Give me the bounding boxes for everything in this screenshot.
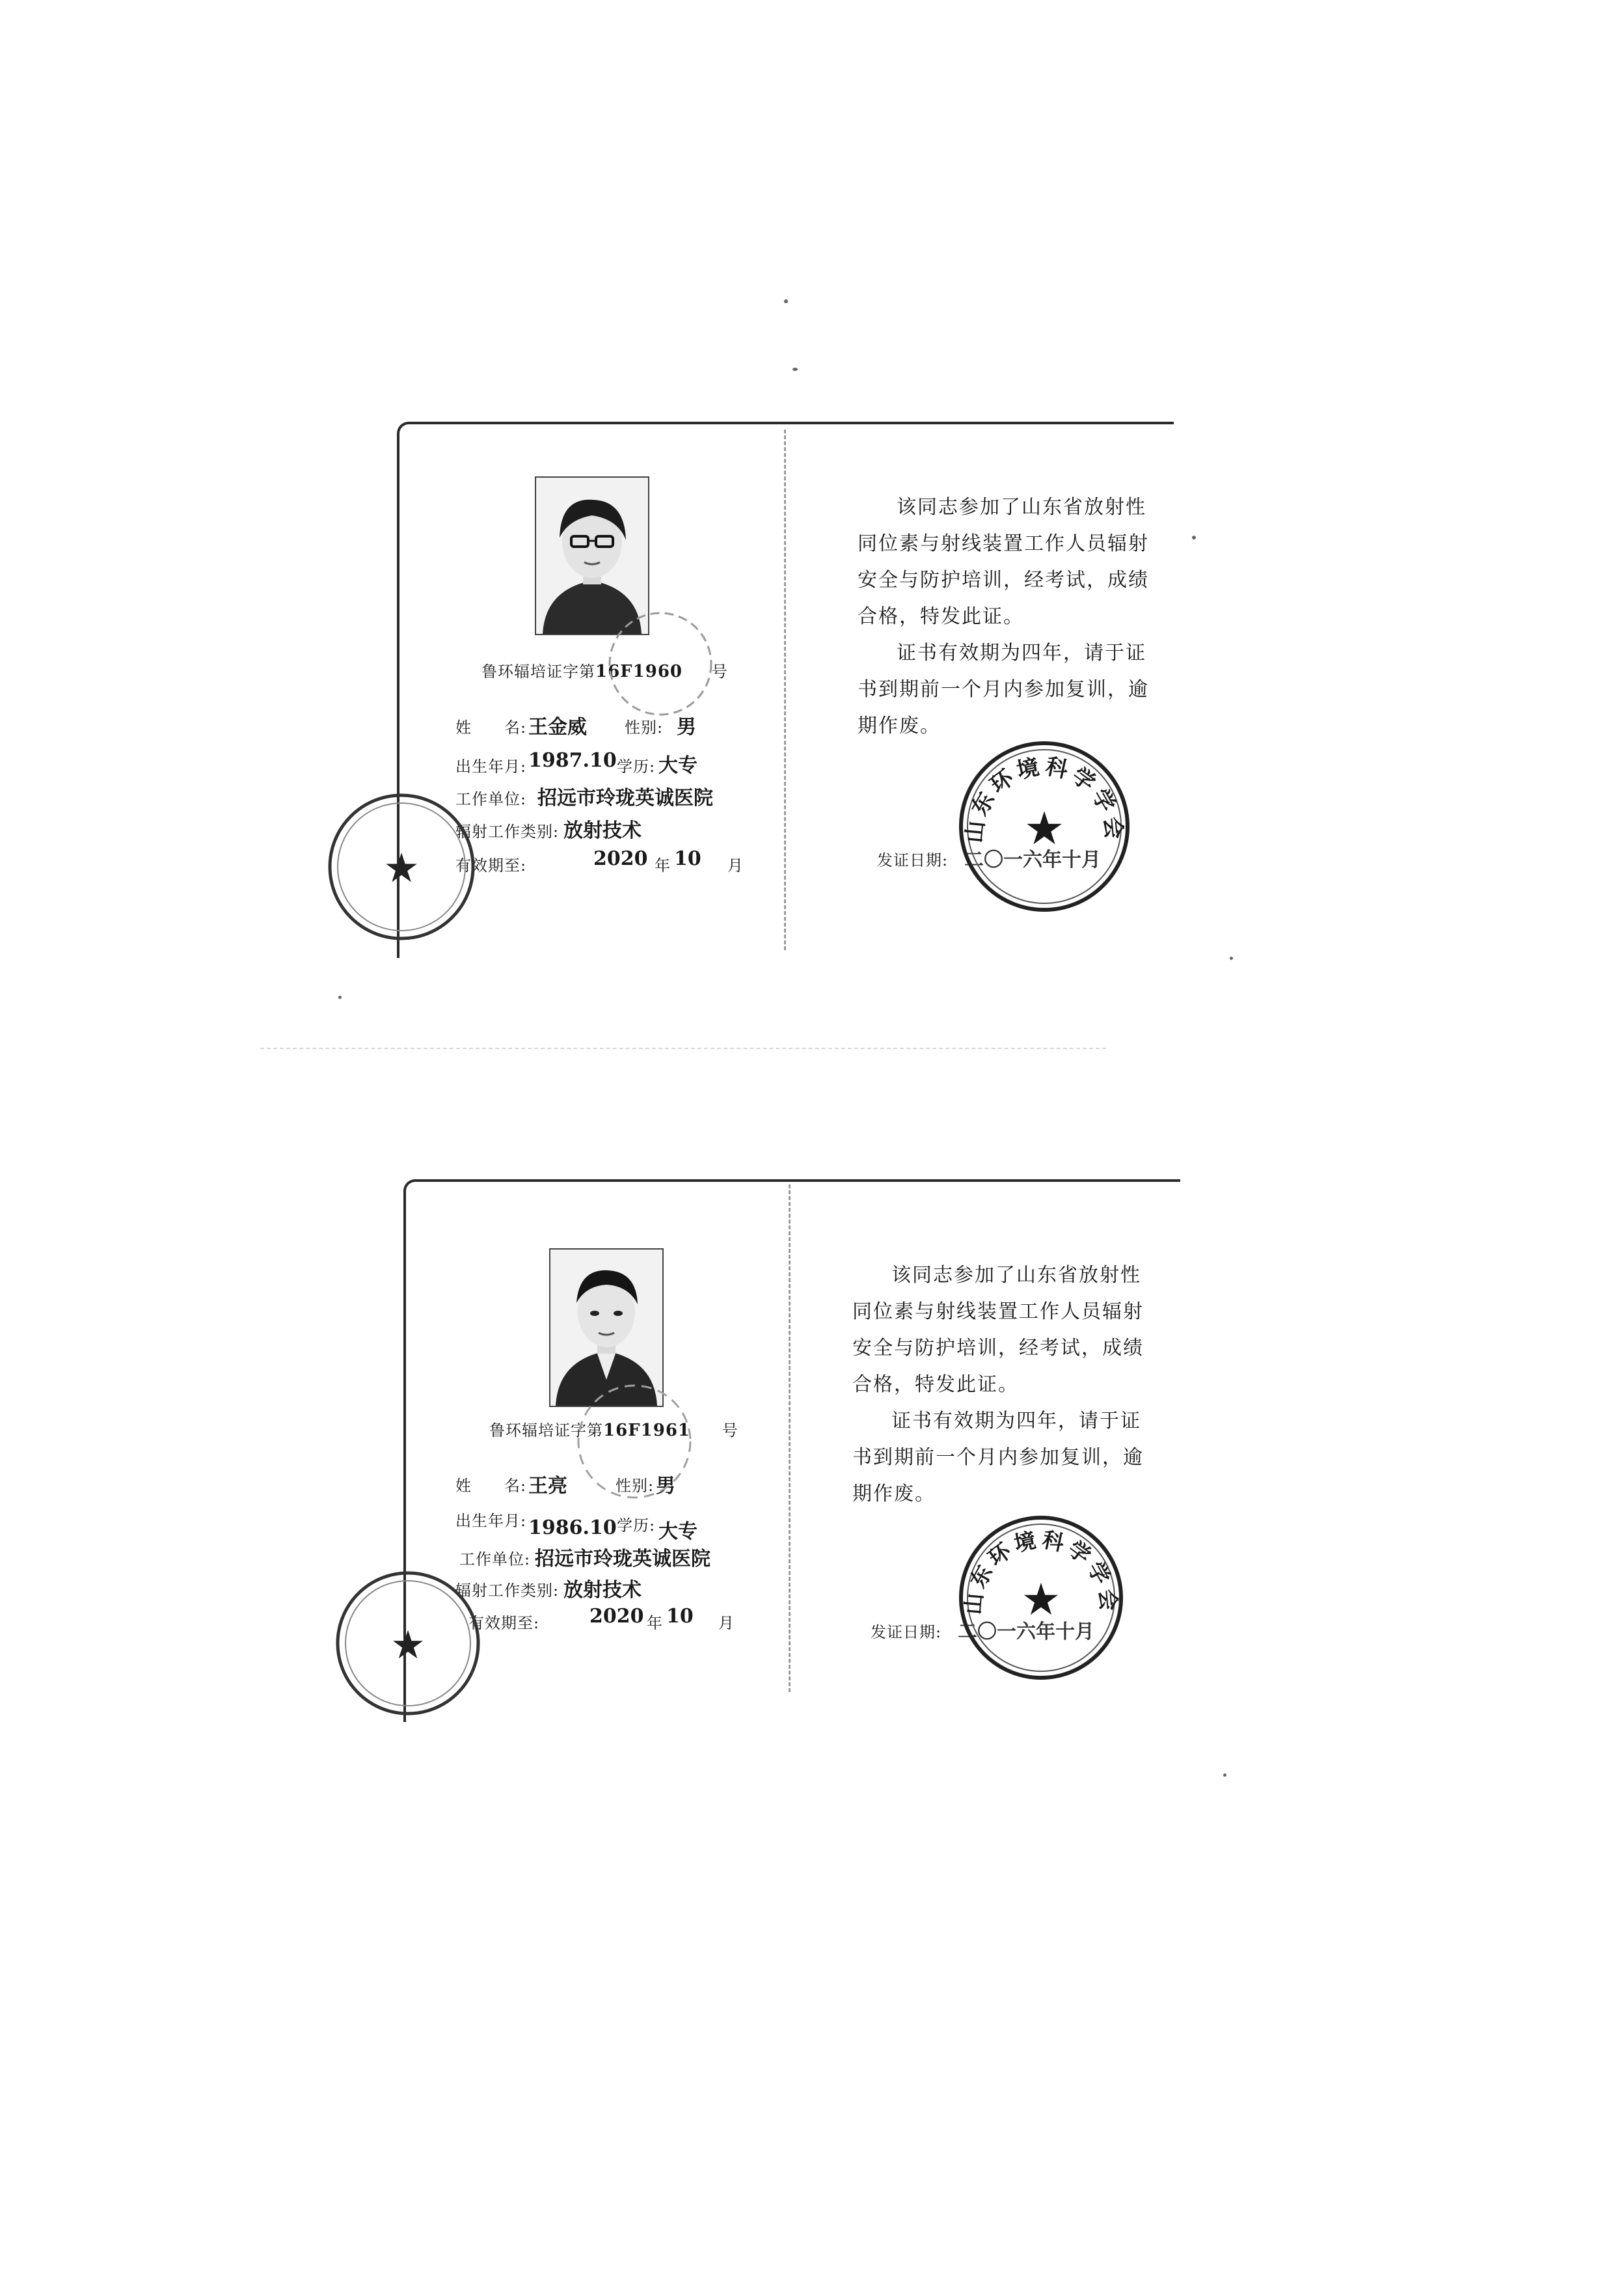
birth-value: 1986.10 (528, 1516, 617, 1539)
cert-number-suffix: 号 (722, 1421, 738, 1440)
validity-line: 证书有效期为四年，请于证 (891, 1410, 1141, 1432)
fold-line (789, 1184, 791, 1692)
name-label: 姓 名: (455, 1477, 527, 1495)
education-label: 学历: (617, 1516, 656, 1535)
birth-label: 出生年月: (455, 1512, 527, 1530)
statement-line: 该同志参加了山东省放射性 (897, 496, 1146, 519)
valid-month: 10 (674, 847, 701, 870)
validity-line: 期作废。 (858, 715, 941, 737)
work-unit-label: 工作单位: (459, 1550, 531, 1568)
birth-value: 1987.10 (528, 749, 617, 772)
statement-line: 同位素与射线装置工作人员辐射 (858, 532, 1149, 555)
issue-date-value: 二〇一六年十月 (964, 849, 1101, 871)
issue-date-label: 发证日期: (871, 1623, 942, 1641)
unit-seal (333, 1568, 483, 1718)
scan-speck (1223, 1773, 1226, 1777)
cert-number-prefix: 鲁环辐培证字第 (489, 1421, 603, 1440)
work-category-value: 放射技术 (563, 1579, 642, 1602)
work-unit-value: 招远市玲珑英诚医院 (537, 787, 713, 810)
validity-line: 证书有效期为四年，请于证 (897, 642, 1146, 664)
work-category-label: 辐射工作类别: (455, 823, 560, 841)
statement-line: 安全与防护培训，经考试，成绩 (858, 569, 1149, 592)
year-char: 年 (655, 856, 671, 875)
cert-number-suffix: 号 (711, 663, 728, 681)
certificate-2 (0, 761, 1624, 1668)
cert-number: 16F1961 (603, 1421, 691, 1440)
photo-stamp (605, 609, 716, 719)
photo-stamp (573, 1380, 696, 1503)
seal-org-text: 山东环境科学学会 (960, 1526, 1122, 1616)
issue-date-value: 二〇一六年十月 (958, 1620, 1094, 1643)
gender-label: 性别: (625, 718, 664, 737)
statement-line: 同位素与射线装置工作人员辐射 (852, 1300, 1144, 1323)
month-char: 月 (718, 1614, 735, 1632)
statement-line: 安全与防护培训，经考试，成绩 (852, 1337, 1144, 1360)
seal-star-icon: ★ (383, 844, 420, 892)
cert-number: 16F1960 (595, 662, 683, 681)
education-label: 学历: (617, 758, 656, 776)
valid-month: 10 (666, 1605, 694, 1628)
certification-statement (852, 1257, 1144, 1512)
year-char: 年 (647, 1614, 663, 1632)
education-value: 大专 (658, 1520, 697, 1543)
work-unit-value: 招远市玲珑英诚医院 (535, 1548, 710, 1570)
validity-line: 书到期前一个月内参加复训，逾 (852, 1446, 1144, 1469)
statement-line: 合格，特发此证。 (858, 605, 1024, 628)
name-label: 姓 名: (455, 718, 527, 737)
validity-line: 期作废。 (852, 1483, 936, 1505)
gender-label: 性别: (616, 1477, 655, 1495)
seal-org-text: 山东环境科学学会 (961, 753, 1128, 844)
seal-star-icon: ★ (390, 1622, 426, 1668)
cert-number-prefix: 鲁环辐培证字第 (481, 663, 595, 681)
seal-star-icon: ★ (1021, 1574, 1061, 1626)
work-category-label: 辐射工作类别: (455, 1581, 560, 1600)
certification-statement (858, 489, 1149, 745)
valid-year: 2020 (593, 847, 648, 870)
issuer-seal (956, 1513, 1126, 1682)
education-value: 大专 (658, 754, 697, 777)
valid-until-label: 有效期至: (468, 1614, 540, 1632)
birth-label: 出生年月: (455, 758, 527, 776)
valid-until-label: 有效期至: (455, 856, 527, 875)
name-value: 王亮 (528, 1475, 567, 1497)
valid-year: 2020 (589, 1605, 644, 1628)
gender-value: 男 (656, 1475, 675, 1497)
seal-star-icon: ★ (1023, 802, 1065, 855)
month-char: 月 (727, 856, 744, 875)
statement-line: 该同志参加了山东省放射性 (891, 1264, 1141, 1287)
statement-line: 合格，特发此证。 (852, 1373, 1019, 1396)
work-unit-label: 工作单位: (455, 790, 527, 808)
gender-value: 男 (677, 716, 696, 739)
work-category-value: 放射技术 (563, 819, 642, 842)
name-value: 王金威 (528, 716, 587, 739)
issue-date-label: 发证日期: (877, 851, 949, 869)
certificate-1 (0, 0, 1624, 892)
validity-line: 书到期前一个月内参加复训，逾 (858, 678, 1149, 701)
